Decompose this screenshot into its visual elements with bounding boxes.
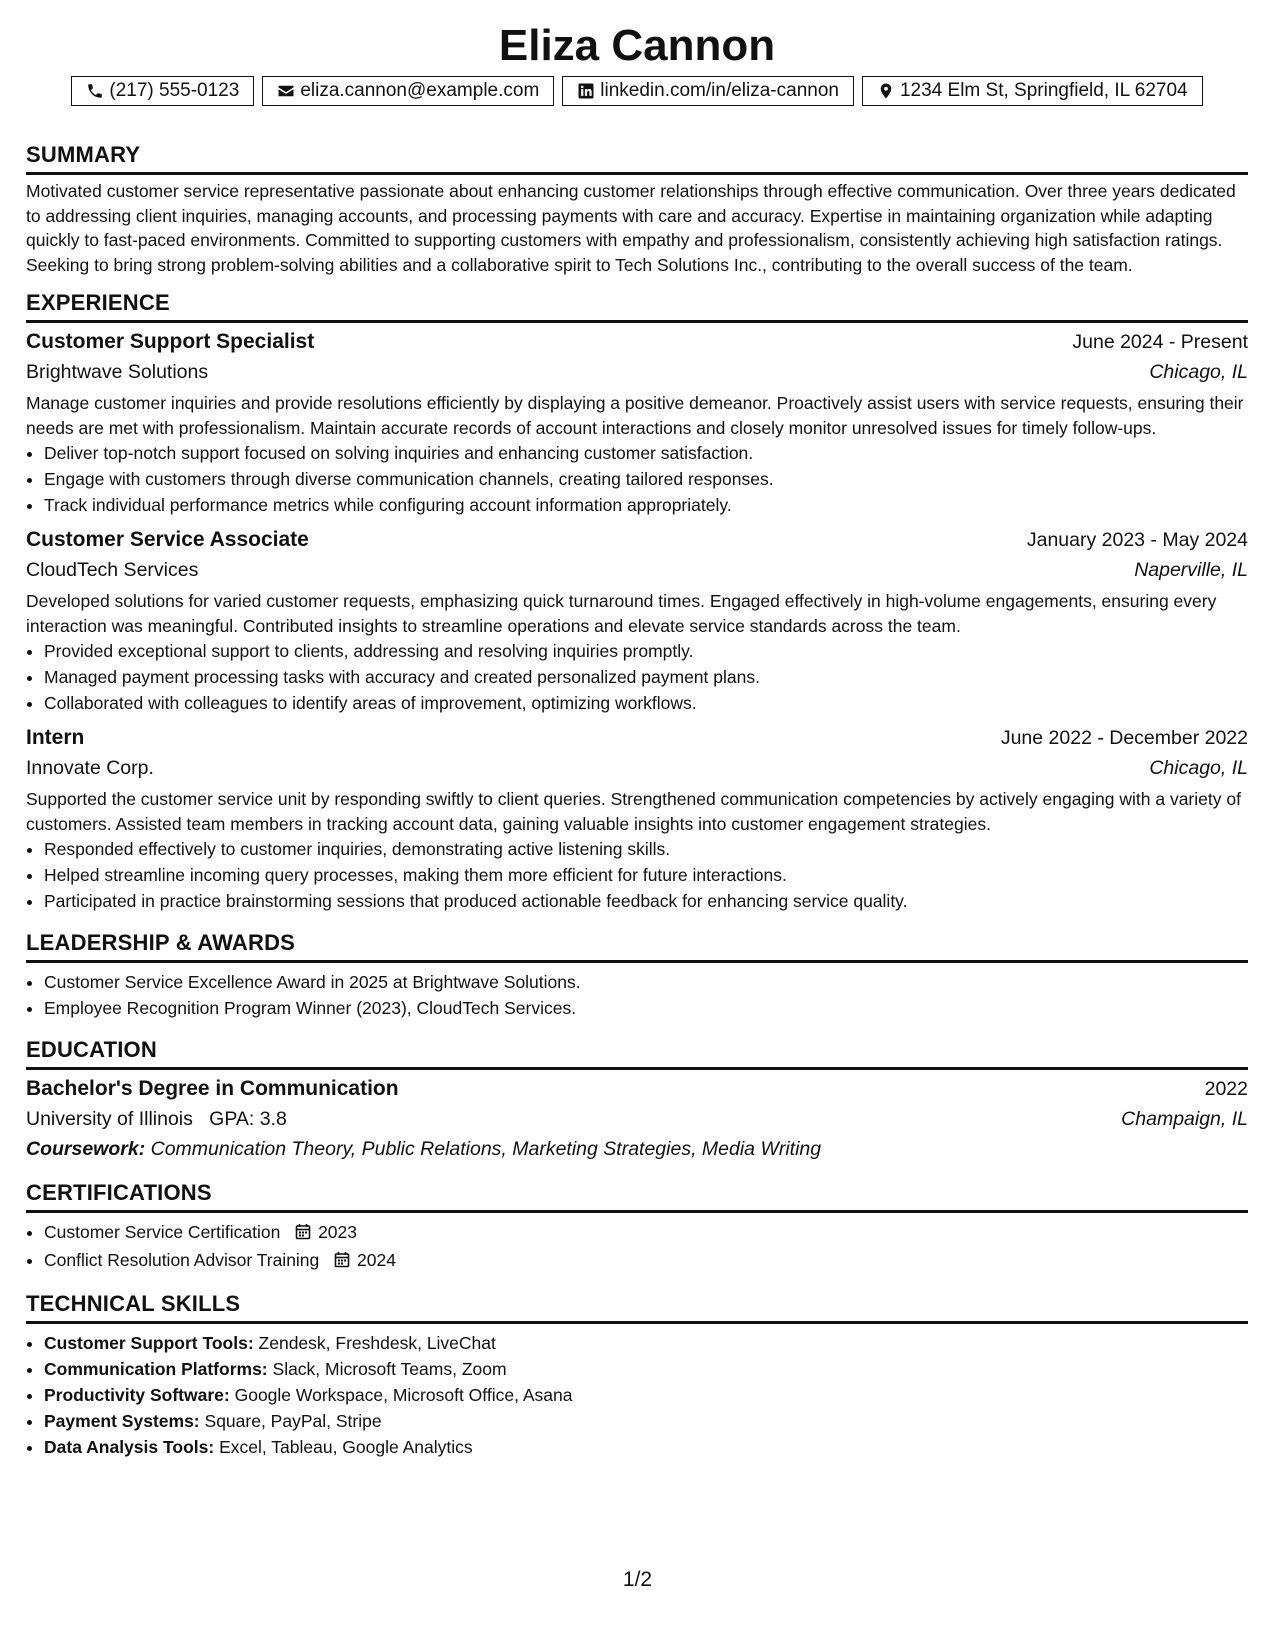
- skill-values: Excel, Tableau, Google Analytics: [219, 1437, 473, 1457]
- list-item: [44, 1356, 1248, 1382]
- address-text: 1234 Elm St, Springfield, IL 62704: [899, 80, 1188, 101]
- certifications-list: [26, 1219, 1248, 1275]
- section-title: CERTIFICATIONS: [26, 1180, 1248, 1213]
- school-info: [26, 1104, 287, 1134]
- phone-text: (217) 555-0123: [109, 80, 240, 101]
- job-dates: June 2022 - December 2022: [1000, 727, 1248, 749]
- list-item: [44, 1408, 1248, 1434]
- job-company: Innovate Corp.: [26, 757, 154, 779]
- job-location: Chicago, IL: [1149, 361, 1248, 383]
- list-item: • Managed payment processing tasks with accuracy and created personalized payment plans.: [44, 664, 1248, 690]
- job-company: CloudTech Services: [26, 559, 199, 581]
- certification-name: Conflict Resolution Advisor Training: [44, 1250, 320, 1270]
- education-section: [26, 1037, 1248, 1164]
- coursework-label: Coursework:: [26, 1138, 146, 1160]
- job-description: Developed solutions for varied customer requests, emphasizing quick turnaround times. Engaged effectively in high-volume engagements, ensuring every interaction was meaningful. Contributed insights to streamline operations and elevate service standards across the team.: [26, 591, 1217, 636]
- email-text: eliza.cannon@example.com: [300, 80, 540, 101]
- list-item: • Customer Service Excellence Award in 2025 at Brightwave Solutions.: [44, 969, 1248, 995]
- list-item: • Responded effectively to customer inquiries, demonstrating active listening skills.: [44, 836, 1248, 862]
- section-title: LEADERSHIP & AWARDS: [26, 930, 1248, 963]
- experience-section: [26, 290, 1248, 914]
- job-entry: [26, 525, 1248, 716]
- email-contact[interactable]: [262, 76, 554, 106]
- skills-section: [26, 1291, 1248, 1460]
- degree-title: Bachelor's Degree in Communication: [26, 1077, 399, 1100]
- map-pin-icon: [877, 82, 895, 100]
- job-entry: [26, 327, 1248, 518]
- gpa: GPA: 3.8: [209, 1108, 287, 1130]
- skill-category: Productivity Software:: [44, 1385, 230, 1405]
- skill-values: Slack, Microsoft Teams, Zoom: [272, 1359, 507, 1379]
- summary-text: Motivated customer service representative passionate about enhancing customer relationships through effective communication. Over three years dedicated to addressing client inquiries, managing accounts, and processing payments with care and accuracy. Expertise in maintaining organization while adapting quickly to fast-paced environments. Committed to supporting customers with empathy and professionalism, consistently achieving high satisfaction ratings. Seeking to bring strong problem-solving abilities and a collaborative spirit to Tech Solutions Inc., contributing to the overall success of the team.: [26, 181, 1236, 275]
- list-item: • Provided exceptional support to clients, addressing and resolving inquiries promptly.: [44, 638, 1248, 664]
- job-bullets: [26, 638, 1248, 716]
- skill-category: Payment Systems:: [44, 1411, 200, 1431]
- job-location: Chicago, IL: [1149, 757, 1248, 779]
- summary-section: [26, 142, 1248, 277]
- list-item: • Collaborated with colleagues to identify areas of improvement, optimizing workflows.: [44, 690, 1248, 716]
- linkedin-contact[interactable]: [562, 76, 854, 106]
- skill-category: Customer Support Tools:: [44, 1333, 254, 1353]
- section-title: EXPERIENCE: [26, 290, 1248, 323]
- phone-icon: [86, 82, 104, 100]
- list-item: • Participated in practice brainstorming sessions that produced actionable feedback for enhancing service quality.: [44, 888, 1248, 914]
- certification-year: 2024: [357, 1250, 396, 1270]
- job-bullets: [26, 440, 1248, 518]
- address-contact[interactable]: [862, 76, 1203, 106]
- coursework: [26, 1134, 1248, 1164]
- section-title: SUMMARY: [26, 142, 1248, 175]
- awards-list: [26, 969, 1248, 1021]
- school-name: University of Illinois: [26, 1108, 193, 1130]
- section-title: TECHNICAL SKILLS: [26, 1291, 1248, 1324]
- section-title: EDUCATION: [26, 1037, 1248, 1070]
- job-bullets: [26, 836, 1248, 914]
- job-description: Manage customer inquiries and provide resolutions efficiently by displaying a positive demeanor. Proactively assist users with service requests, ensuring their needs are met with professionalism. Maintain accurate records of account interactions and closely monitor unresolved issues for timely follow-ups.: [26, 393, 1244, 438]
- skill-values: Square, PayPal, Stripe: [204, 1411, 382, 1431]
- phone-contact[interactable]: [71, 76, 254, 106]
- linkedin-icon: [577, 82, 595, 100]
- school-location: Champaign, IL: [1121, 1108, 1248, 1130]
- skill-values: Zendesk, Freshdesk, LiveChat: [258, 1333, 496, 1353]
- certification-year: 2023: [318, 1222, 358, 1242]
- list-item: [44, 1330, 1248, 1356]
- envelope-icon: [277, 82, 295, 100]
- candidate-name: Eliza Cannon: [498, 21, 776, 70]
- list-item: [44, 1219, 1248, 1247]
- job-dates: January 2023 - May 2024: [1026, 529, 1248, 551]
- job-title: Intern: [26, 726, 85, 749]
- skill-category: Communication Platforms:: [44, 1359, 268, 1379]
- certifications-section: [26, 1180, 1248, 1275]
- job-title: Customer Support Specialist: [26, 330, 315, 353]
- contact-bar: [26, 76, 1248, 106]
- calendar-icon: [295, 1221, 311, 1247]
- job-company: Brightwave Solutions: [26, 361, 209, 383]
- list-item: • Helped streamline incoming query processes, making them more efficient for future interactions.: [44, 862, 1248, 888]
- skill-values: Google Workspace, Microsoft Office, Asana: [234, 1385, 573, 1405]
- calendar-icon: [334, 1249, 350, 1275]
- list-item: • Deliver top-notch support focused on solving inquiries and enhancing customer satisfaction.: [44, 440, 1248, 466]
- job-dates: June 2024 - Present: [1072, 331, 1248, 353]
- list-item: [44, 1247, 1248, 1275]
- skills-list: [26, 1330, 1248, 1460]
- skill-category: Data Analysis Tools:: [44, 1437, 215, 1457]
- resume-page: [26, 18, 1248, 1460]
- linkedin-text: linkedin.com/in/eliza-cannon: [600, 80, 839, 101]
- list-item: • Engage with customers through diverse communication channels, creating tailored responses.: [44, 466, 1248, 492]
- job-description: Supported the customer service unit by responding swiftly to client queries. Strengthened communication competencies by actively engaging with a variety of customers. Assisted team members in tracking account data, gaining valuable insights into customer engagement strategies.: [26, 789, 1241, 834]
- graduation-year: 2022: [1204, 1078, 1248, 1100]
- awards-section: [26, 930, 1248, 1021]
- job-title: Customer Service Associate: [26, 528, 309, 551]
- coursework-list: Communication Theory, Public Relations, Marketing Strategies, Media Writing: [150, 1138, 822, 1160]
- job-entry: [26, 723, 1248, 914]
- page-number: 1/2: [622, 1568, 653, 1591]
- list-item: [44, 1382, 1248, 1408]
- certification-name: Customer Service Certification: [44, 1222, 281, 1242]
- list-item: • Employee Recognition Program Winner (2023), CloudTech Services.: [44, 995, 1248, 1021]
- list-item: • Track individual performance metrics while configuring account information appropriately.: [44, 492, 1248, 518]
- job-location: Naperville, IL: [1134, 559, 1248, 581]
- list-item: [44, 1434, 1248, 1460]
